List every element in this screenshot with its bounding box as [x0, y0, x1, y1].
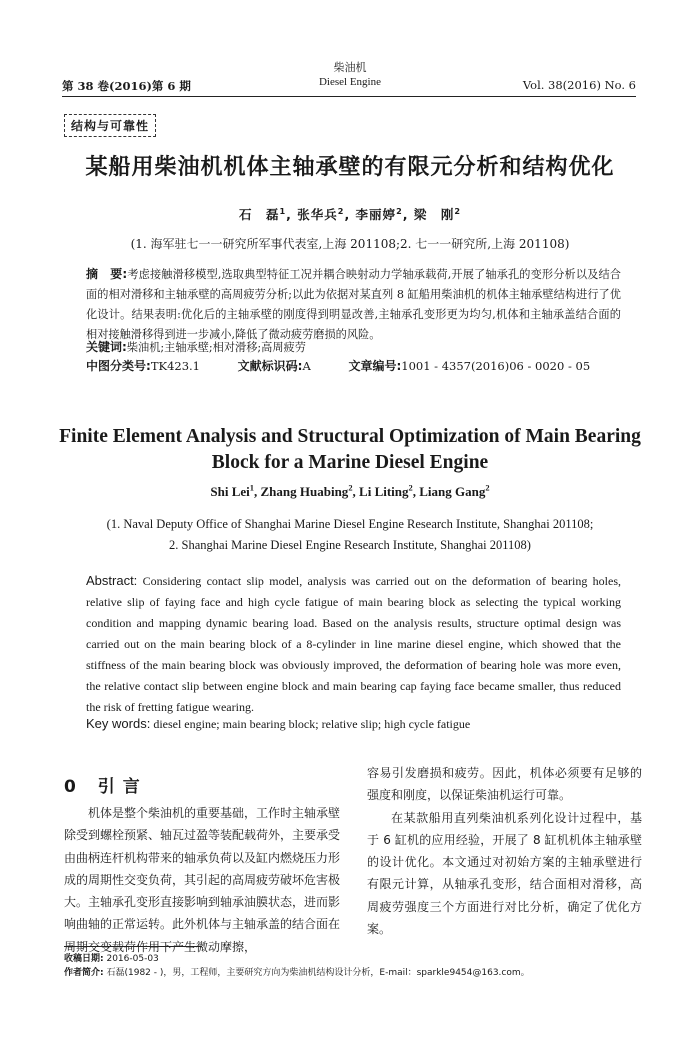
received-label: 收稿日期: [64, 954, 104, 964]
author-cn: 石 磊 [238, 207, 280, 222]
journal-name-cn: 柴油机 [333, 61, 367, 74]
keywords-cn-label: 关键词: [86, 340, 127, 354]
author-cn-affil-mark: 2 [454, 205, 461, 216]
body-paragraph: 机体是整个柴油机的重要基础，工作时主轴承壁除受到螺栓预紧、轴瓦过盈等装配载荷外，主要承受由曲柄连杆机构带来的轴承负荷以及缸内燃烧压力形成的周期性交变负荷，其引起的高周疲劳破坏危害极大。主轴承孔变形直接影响到轴承油膜状态，进而影响曲轴的正常运转。此外机体与主轴承盖的结合面在周期交变载荷作用下产生微动摩擦， [64, 806, 341, 954]
author-cn-affil-mark: 2 [337, 205, 345, 216]
journal-volume-left: 第 38 卷(2016)第 6 期 [62, 79, 191, 93]
author-en: Shi Lei [210, 484, 250, 499]
bio-label: 作者简介: [64, 968, 104, 978]
author-cn-affil-mark: 1 [279, 205, 287, 216]
classification-line [86, 357, 590, 374]
affiliation-cn: (1. 海军驻七一一研究所军事代表室,上海 201108;2. 七一一研究所,上海 201108) [130, 237, 570, 251]
author-bio-note [64, 965, 530, 978]
section-tag: 结构与可靠性 [64, 114, 156, 137]
author-en-affil-mark: 2 [408, 482, 413, 493]
bio-value: 石磊(1982 - )，男，工程师，主要研究方向为柴油机结构设计分析，E-mail：sparkle9454@163.com。 [106, 968, 530, 978]
keywords-cn [86, 338, 306, 355]
author-en-affil-mark: 2 [348, 482, 353, 493]
abstract-en-text: Considering contact slip model, analysis was carried out on the deformation of bearing holes, relative slip of faying face and high cycle fatigue of main bearing block as selecting the typical working condition and mapping dynamic bearing load. Based on the analysis results, structure optimal design was carried out on the main bearing block of a 8-cylinder in line marine diesel engine, which showed that the stiffness of the main bearing block was obviously improved, the deformation of bearing hole was more even, the relative contact slip between engine block and main bearing cap faying face became smaller, thus reduced the risk of fretting fatigue wearing. [86, 574, 622, 714]
body-paragraph-continued: 容易引发磨损和疲劳。因此，机体必须要有足够的强度和刚度，以保证柴油机运行可靠。 [367, 766, 642, 803]
author-cn-affil-mark: 2 [396, 205, 403, 216]
affiliation-en-line1: (1. Naval Deputy Office of Shanghai Marine Diesel Engine Research Institute, Shanghai 201108; [106, 517, 594, 531]
keywords-en-text: diesel engine; main bearing block; relative slip; high cycle fatigue [153, 717, 471, 731]
title-en: Finite Element Analysis and Structural Optimization of Main Bearing Block for a Marine Diesel Engine [59, 426, 641, 473]
authors-en: Shi Lei$^1$, Zhang Huabing$^2$, Li Liting$^2$, Liang Gang$^2$ [210, 482, 490, 499]
clc-value: TK423.1 [150, 359, 200, 373]
author-en: Zhang Huabing [260, 484, 349, 499]
clc-label: 中图分类号: [86, 359, 151, 373]
body-column-right [367, 762, 642, 940]
abstract-en [86, 570, 621, 718]
author-en-affil-mark: 1 [249, 482, 255, 493]
doc-code-value: A [302, 359, 311, 373]
authors-cn: 石 磊$^1$, 张华兵$^2$, 李丽婷$^2$, 梁 刚$^2$ [238, 205, 461, 222]
article-no-value: 1001 - 4357(2016)06 - 0020 - 05 [401, 359, 591, 373]
keywords-en-label: Key words: [86, 716, 151, 731]
abstract-cn [86, 264, 621, 345]
doc-code-label: 文献标识码: [237, 359, 303, 373]
journal-volume-right: Vol. 38(2016) No. 6 [522, 78, 636, 92]
header-rule [62, 96, 636, 97]
affiliation-en-line2: 2. Shanghai Marine Diesel Engine Research Institute, Shanghai 201108) [169, 538, 531, 552]
title-cn: 某船用柴油机机体主轴承壁的有限元分析和结构优化 [85, 155, 615, 180]
journal-name-en: Diesel Engine [318, 76, 381, 88]
author-cn: 梁 刚 [413, 207, 455, 222]
keywords-en [86, 716, 470, 732]
author-en-affil-mark: 2 [485, 482, 490, 493]
affiliation-en [60, 514, 640, 556]
section-heading [64, 772, 148, 797]
footnote-rule [64, 946, 202, 947]
body-column-left [64, 802, 340, 958]
received-date-note [64, 951, 159, 964]
author-cn: 李丽婷 [355, 207, 397, 222]
body-paragraph: 在某款船用直列柴油机系列化设计过程中，基于 6 缸机的应用经验，开展了 8 缸机机体主轴承壁的设计优化。本文通过对初始方案的主轴承壁进行有限元计算，从轴承孔变形，结合面相对滑移，高周疲劳强度三个方面进行对比分析，确定了优化方案。 [367, 810, 642, 937]
author-en: Li Liting [359, 484, 409, 499]
abstract-cn-label: 摘 要: [86, 267, 128, 281]
abstract-en-label: Abstract: [86, 573, 138, 588]
author-cn: 张华兵 [297, 207, 338, 222]
received-value: 2016-05-03 [106, 954, 159, 964]
section-number: 0 [64, 777, 84, 797]
keywords-cn-text: 柴油机;主轴承壁;相对滑移;高周疲劳 [126, 341, 306, 354]
section-title: 引言 [97, 777, 148, 797]
abstract-cn-text: 考虑接触滑移模型,选取典型特征工况并耦合映射动力学轴承载荷,开展了轴承孔的变形分析以及结合面的相对滑移和主轴承壁的高周疲劳分析;以此为依据对某直列 8 缸船用柴油机的机体主轴承壁结构进行了优化设计。结果表明:优化后的主轴承壁的刚度得到明显改善,主轴承孔变形更为均匀,机体和主轴承盖结合面的相对接触滑移得到进一步减小,降低了微动疲劳磨损的风险。 [86, 268, 621, 341]
author-en: Liang Gang [419, 484, 486, 499]
article-no-label: 文章编号: [348, 359, 402, 373]
